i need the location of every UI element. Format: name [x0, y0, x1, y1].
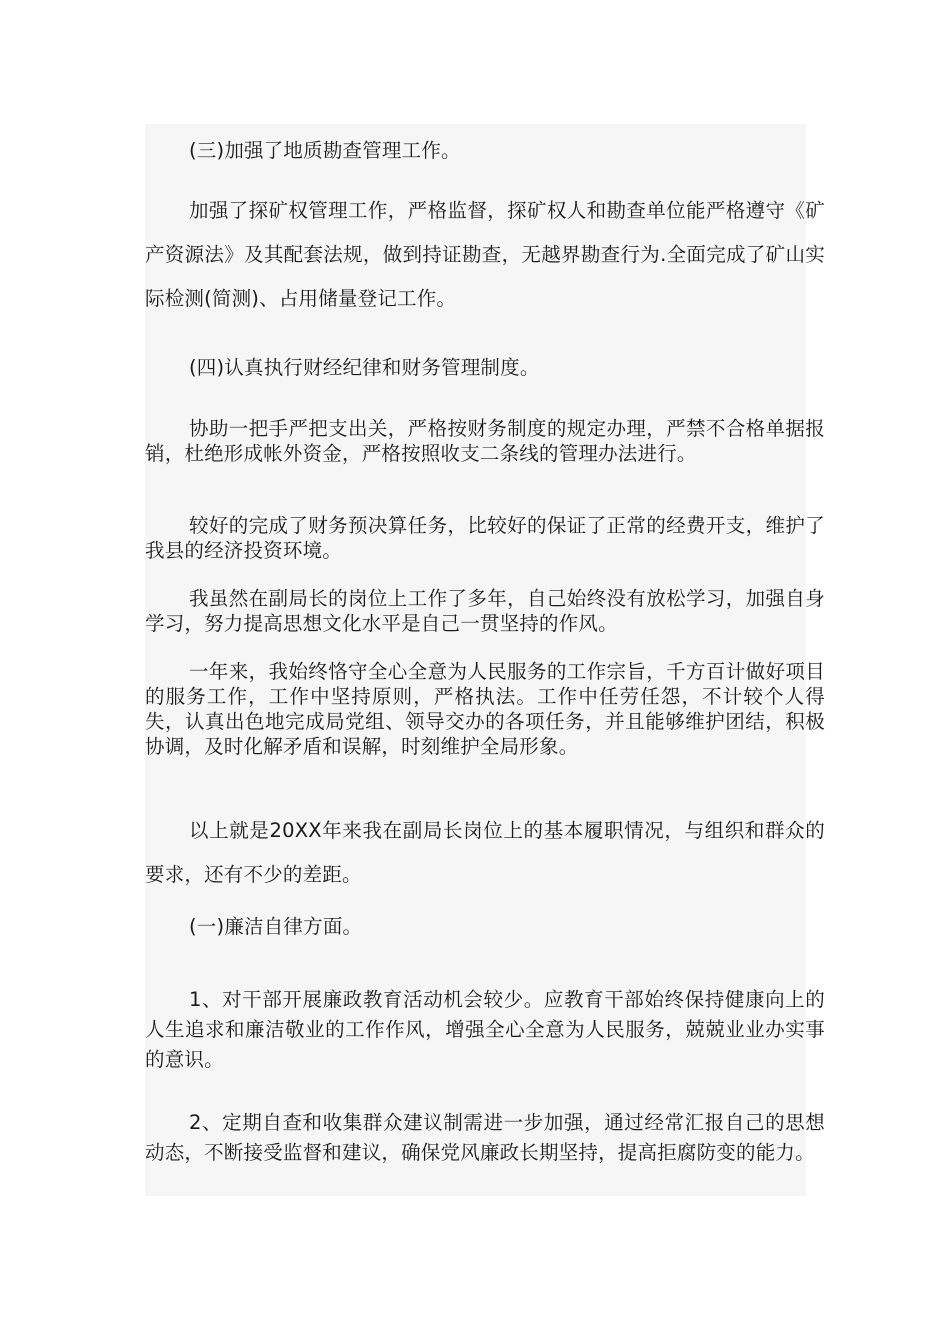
paragraph-budget: 较好的完成了财务预决算任务，比较好的保证了正常的经费开支，维护了我县的经济投资环境。	[145, 514, 825, 562]
paragraph-mining-rights: 加强了探矿权管理工作，严格监督，探矿权人和勘查单位能严格遵守《矿产资源法》及其配套法规，做到持证勘查，无越界勘查行为.全面完成了矿山实际检测(简测)、占用储量登记工作。	[145, 199, 825, 310]
list-item-1: 1、对干部开展廉政教育活动机会较少。应教育干部始终保持健康向上的人生追求和廉洁敬业的工作作风，增强全心全意为人民服务，兢兢业业办实事的意识。	[145, 988, 825, 1071]
paragraph-expenditure-control: 协助一把手严把支出关，严格按财务制度的规定办理，严禁不合格单据报销，杜绝形成帐外资金，严格按照收支二条线的管理办法进行。	[145, 417, 825, 465]
list-item-2: 2、定期自查和收集群众建议制需进一步加强，通过经常汇报自己的思想动态，不断接受监督和建议，确保党风廉政长期坚持，提高拒腐防变的能力。	[145, 1111, 825, 1164]
paragraph-study: 我虽然在副局长的岗位上工作了多年，自己始终没有放松学习，加强自身学习，努力提高思想文化水平是自己一贯坚持的作风。	[145, 587, 825, 635]
paragraph-summary: 以上就是20XX年来我在副局长岗位上的基本履职情况，与组织和群众的要求，还有不少的差距。	[145, 819, 825, 886]
section-heading-integrity: (一)廉洁自律方面。	[189, 915, 363, 938]
paragraph-service: 一年来，我始终恪守全心全意为人民服务的工作宗旨，千方百计做好项目的服务工作，工作中坚持原则，严格执法。工作中任劳任怨，不计较个人得失，认真出色地完成局党组、领导交办的各项任务，并且能够维护团结，积极协调，及时化解矛盾和误解，时刻维护全局形象。	[145, 660, 825, 758]
section-heading-geology: (三)加强了地质勘查管理工作。	[189, 139, 461, 162]
section-heading-finance: (四)认真执行财经纪律和财务管理制度。	[189, 356, 540, 379]
